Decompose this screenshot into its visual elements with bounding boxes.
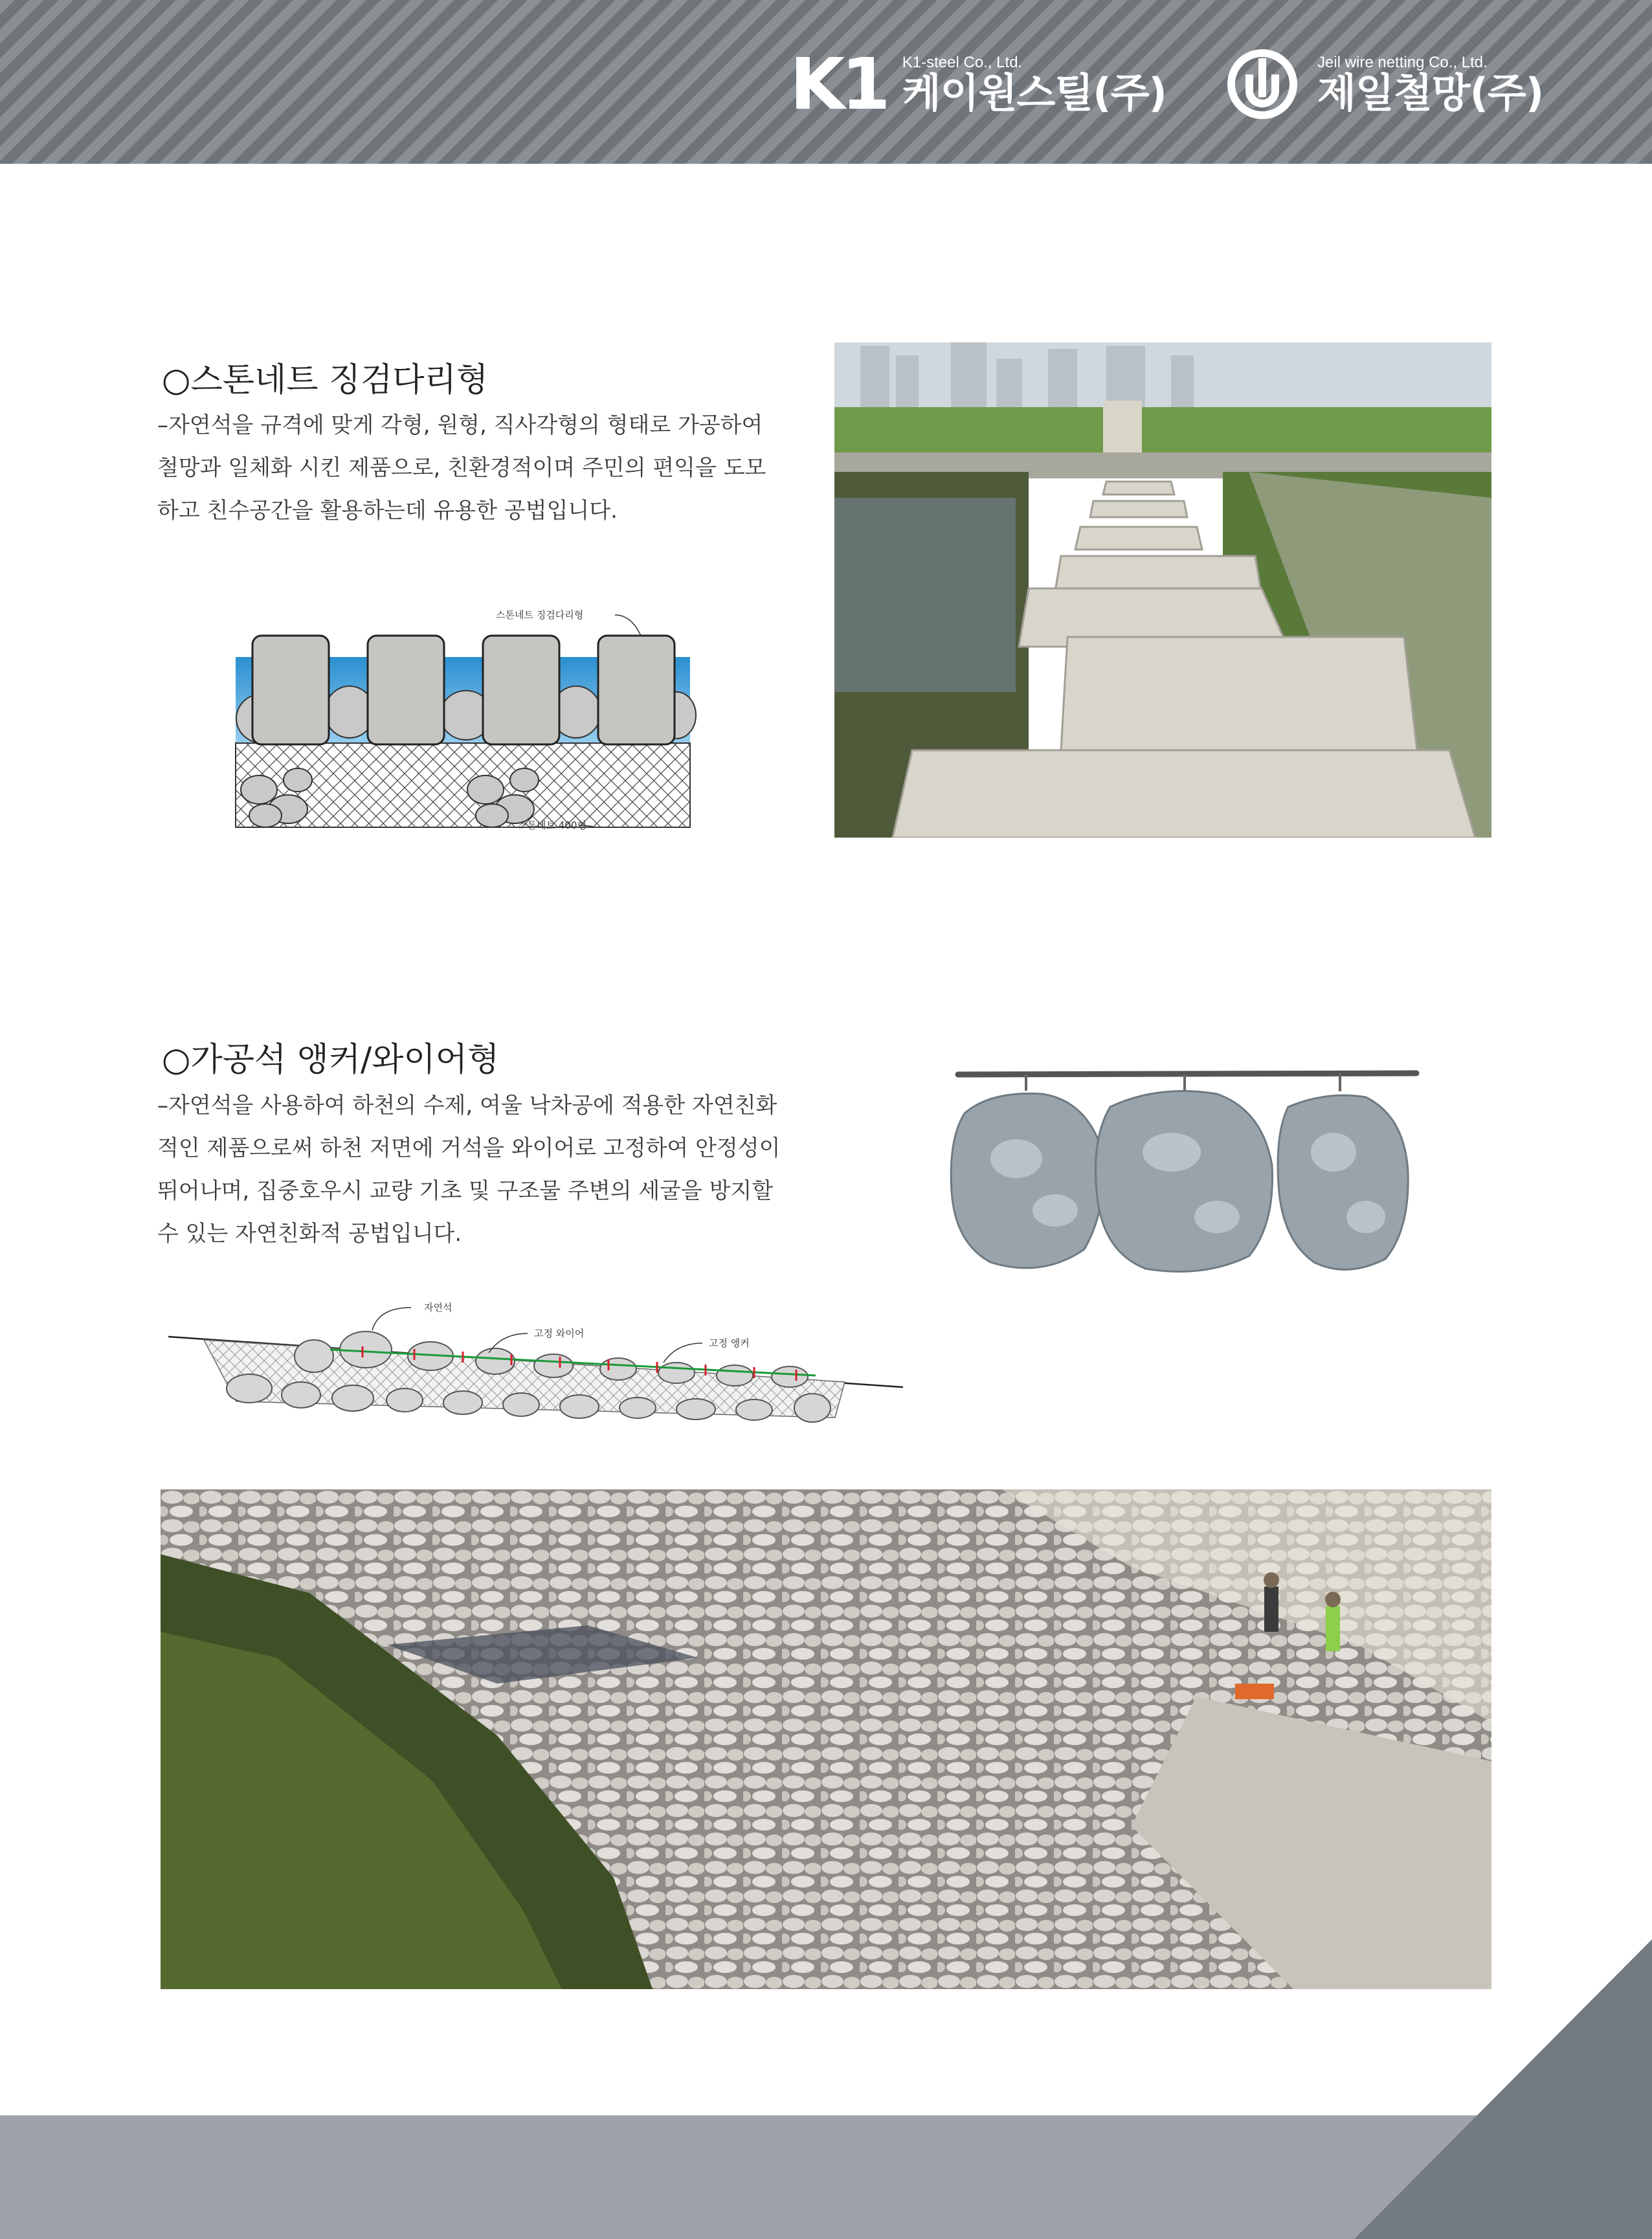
jeil-logo-subtitle: Jeil wire netting Co., Ltd.	[1317, 54, 1488, 72]
k1-steel-logo	[790, 43, 1166, 126]
section2-title: ○가공석 앵커/와이어형	[162, 1041, 500, 1079]
k1-logo-name: 케이원스틸(주)	[902, 69, 1166, 117]
jeil-logo	[1227, 45, 1543, 123]
diagram1-bottom-label: 스톤네트 400형	[518, 819, 586, 831]
section2-body-line: 뛰어나며, 집중호우시 교량 기초 및 구조물 주변의 세굴을 방지할	[157, 1178, 774, 1204]
k1-logo-mark: K1	[790, 43, 887, 126]
section2-body	[157, 1084, 780, 1255]
stepping-stones-photo	[834, 342, 1491, 838]
k1-logo-subtitle: K1-steel Co., Ltd.	[902, 54, 1023, 72]
diagram2-wire-label: 고정 와이어	[534, 1328, 585, 1339]
corner-triangle	[1354, 1939, 1652, 2239]
diagram1-top-label: 스톤네트 징검다리형	[496, 609, 584, 621]
section1-body-line: –자연석을 규격에 맞게 각형, 원형, 직사각형의 형태로 가공하여	[157, 412, 763, 438]
section1-body	[157, 404, 766, 532]
riverbank-installation-photo	[161, 1489, 1491, 1989]
section2-body-line: –자연석을 사용하여 하천의 수제, 여울 낙차공에 적용한 자연친화	[157, 1093, 777, 1119]
section1-title: ○스톤네트 징검다리형	[162, 361, 489, 399]
stepping-stone-diagram	[227, 596, 706, 841]
diagram2-anchor-label: 고정 앵커	[709, 1337, 750, 1349]
section2-body-line: 적인 제품으로써 하천 저면에 거석을 와이어로 고정하여 안정성이	[157, 1135, 781, 1161]
wired-stones-photo	[945, 1055, 1424, 1282]
jeil-circle-logo-icon	[1227, 49, 1298, 120]
anchor-wire-diagram	[165, 1285, 910, 1434]
header-banner	[0, 0, 1652, 164]
section2-body-line: 수 있는 자연친화적 공법입니다.	[157, 1221, 462, 1247]
jeil-logo-name: 제일철망(주)	[1317, 69, 1544, 117]
section1-body-line: 하고 친수공간을 활용하는데 유용한 공법입니다.	[157, 498, 618, 524]
section1-body-line: 철망과 일체화 시킨 제품으로, 친환경적이며 주민의 편익을 도모	[157, 455, 766, 481]
diagram2-stone-label: 자연석	[424, 1302, 452, 1313]
